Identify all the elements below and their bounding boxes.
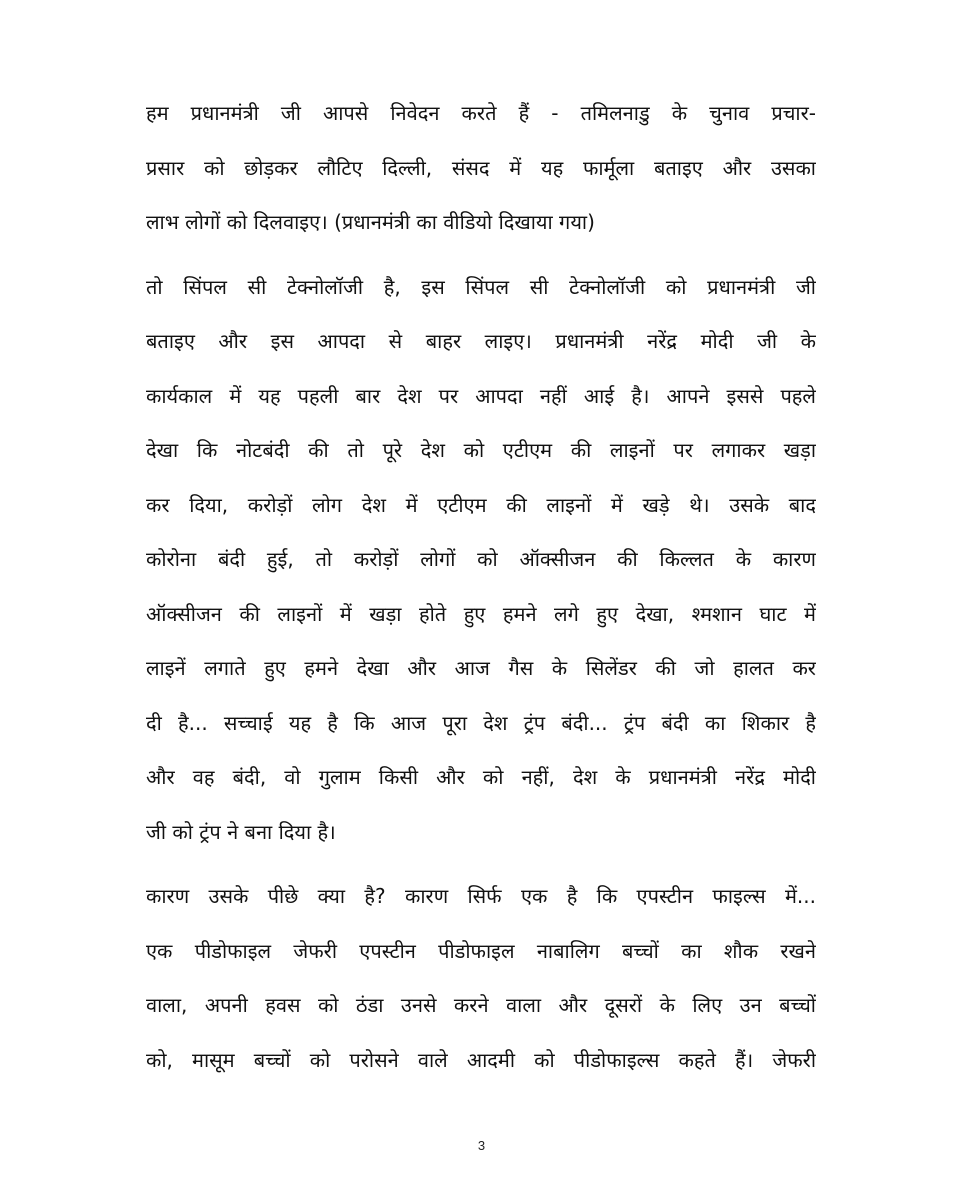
text-line: लाभ लोगों को दिलवाइए। (प्रधानमंत्री का वीडियो दिखाया गया) [146,210,595,234]
text-line: कर दिया, करोड़ों लोग देश में एटीएम की लाइनों में खड़े थे। उसके बाद [146,492,816,517]
text-line: जी को ट्रंप ने बना दिया है। [146,819,336,844]
text-line: दी है... सच्चाई यह है कि आज पूरा देश ट्रंप बंदी... ट्रंप बंदी का शिकार है [146,710,816,735]
text-line: वाला, अपनी हवस को ठंडा उनसे करने वाला और दूसरों के लिए उन बच्चों [146,993,816,1017]
text-line: एक पीडोफाइल जेफरी एपस्टीन पीडोफाइल नाबालिग बच्चों का शौक रखने [146,938,816,963]
text-line: को, मासूम बच्चों को परोसने वाले आदमी को पीडोफाइल्स कहते हैं। जेफरी [146,1047,816,1072]
text-line: प्रसार को छोड़कर लौटिए दिल्ली, संसद में यह फार्मूला बताइए और उसका [146,155,816,180]
document-body [146,86,816,1087]
text-line: तो सिंपल सी टेक्नोलॉजी है, इस सिंपल सी टेक्नोलॉजी को प्रधानमंत्री जी [146,274,816,299]
text-line: कोरोना बंदी हुई, तो करोड़ों लोगों को ऑक्सीजन की किल्लत के कारण [146,547,816,571]
text-line: कार्यकाल में यह पहली बार देश पर आपदा नहीं आई है। आपने इससे पहले [146,383,816,408]
page-number: 3 [477,1138,486,1153]
text-line: लाइनें लगाते हुए हमने देखा और आज गैस के सिलेंडर की जो हालत कर [146,656,816,680]
paragraph-1 [146,86,816,250]
text-line: देखा कि नोटबंदी की तो पूरे देश को एटीएम की लाइनों पर लगाकर खड़ा [146,438,816,462]
text-line: बताइए और इस आपदा से बाहर लाइए। प्रधानमंत्री नरेंद्र मोदी जी के [146,329,816,353]
text-line: कारण उसके पीछे क्या है? कारण सिर्फ एक है कि एपस्टीन फाइल्स में... [146,884,816,908]
text-line: और वह बंदी, वो गुलाम किसी और को नहीं, देश के प्रधानमंत्री नरेंद्र मोदी [146,765,816,789]
paragraph-3 [146,869,816,1087]
text-line: ऑक्सीजन की लाइनों में खड़ा होते हुए हमने लगे हुए देखा, श्मशान घाट में [146,601,816,626]
text-line: हम प्रधानमंत्री जी आपसे निवेदन करते हैं - तमिलनाडु के चुनाव प्रचार- [146,101,816,125]
paragraph-2 [146,260,816,860]
